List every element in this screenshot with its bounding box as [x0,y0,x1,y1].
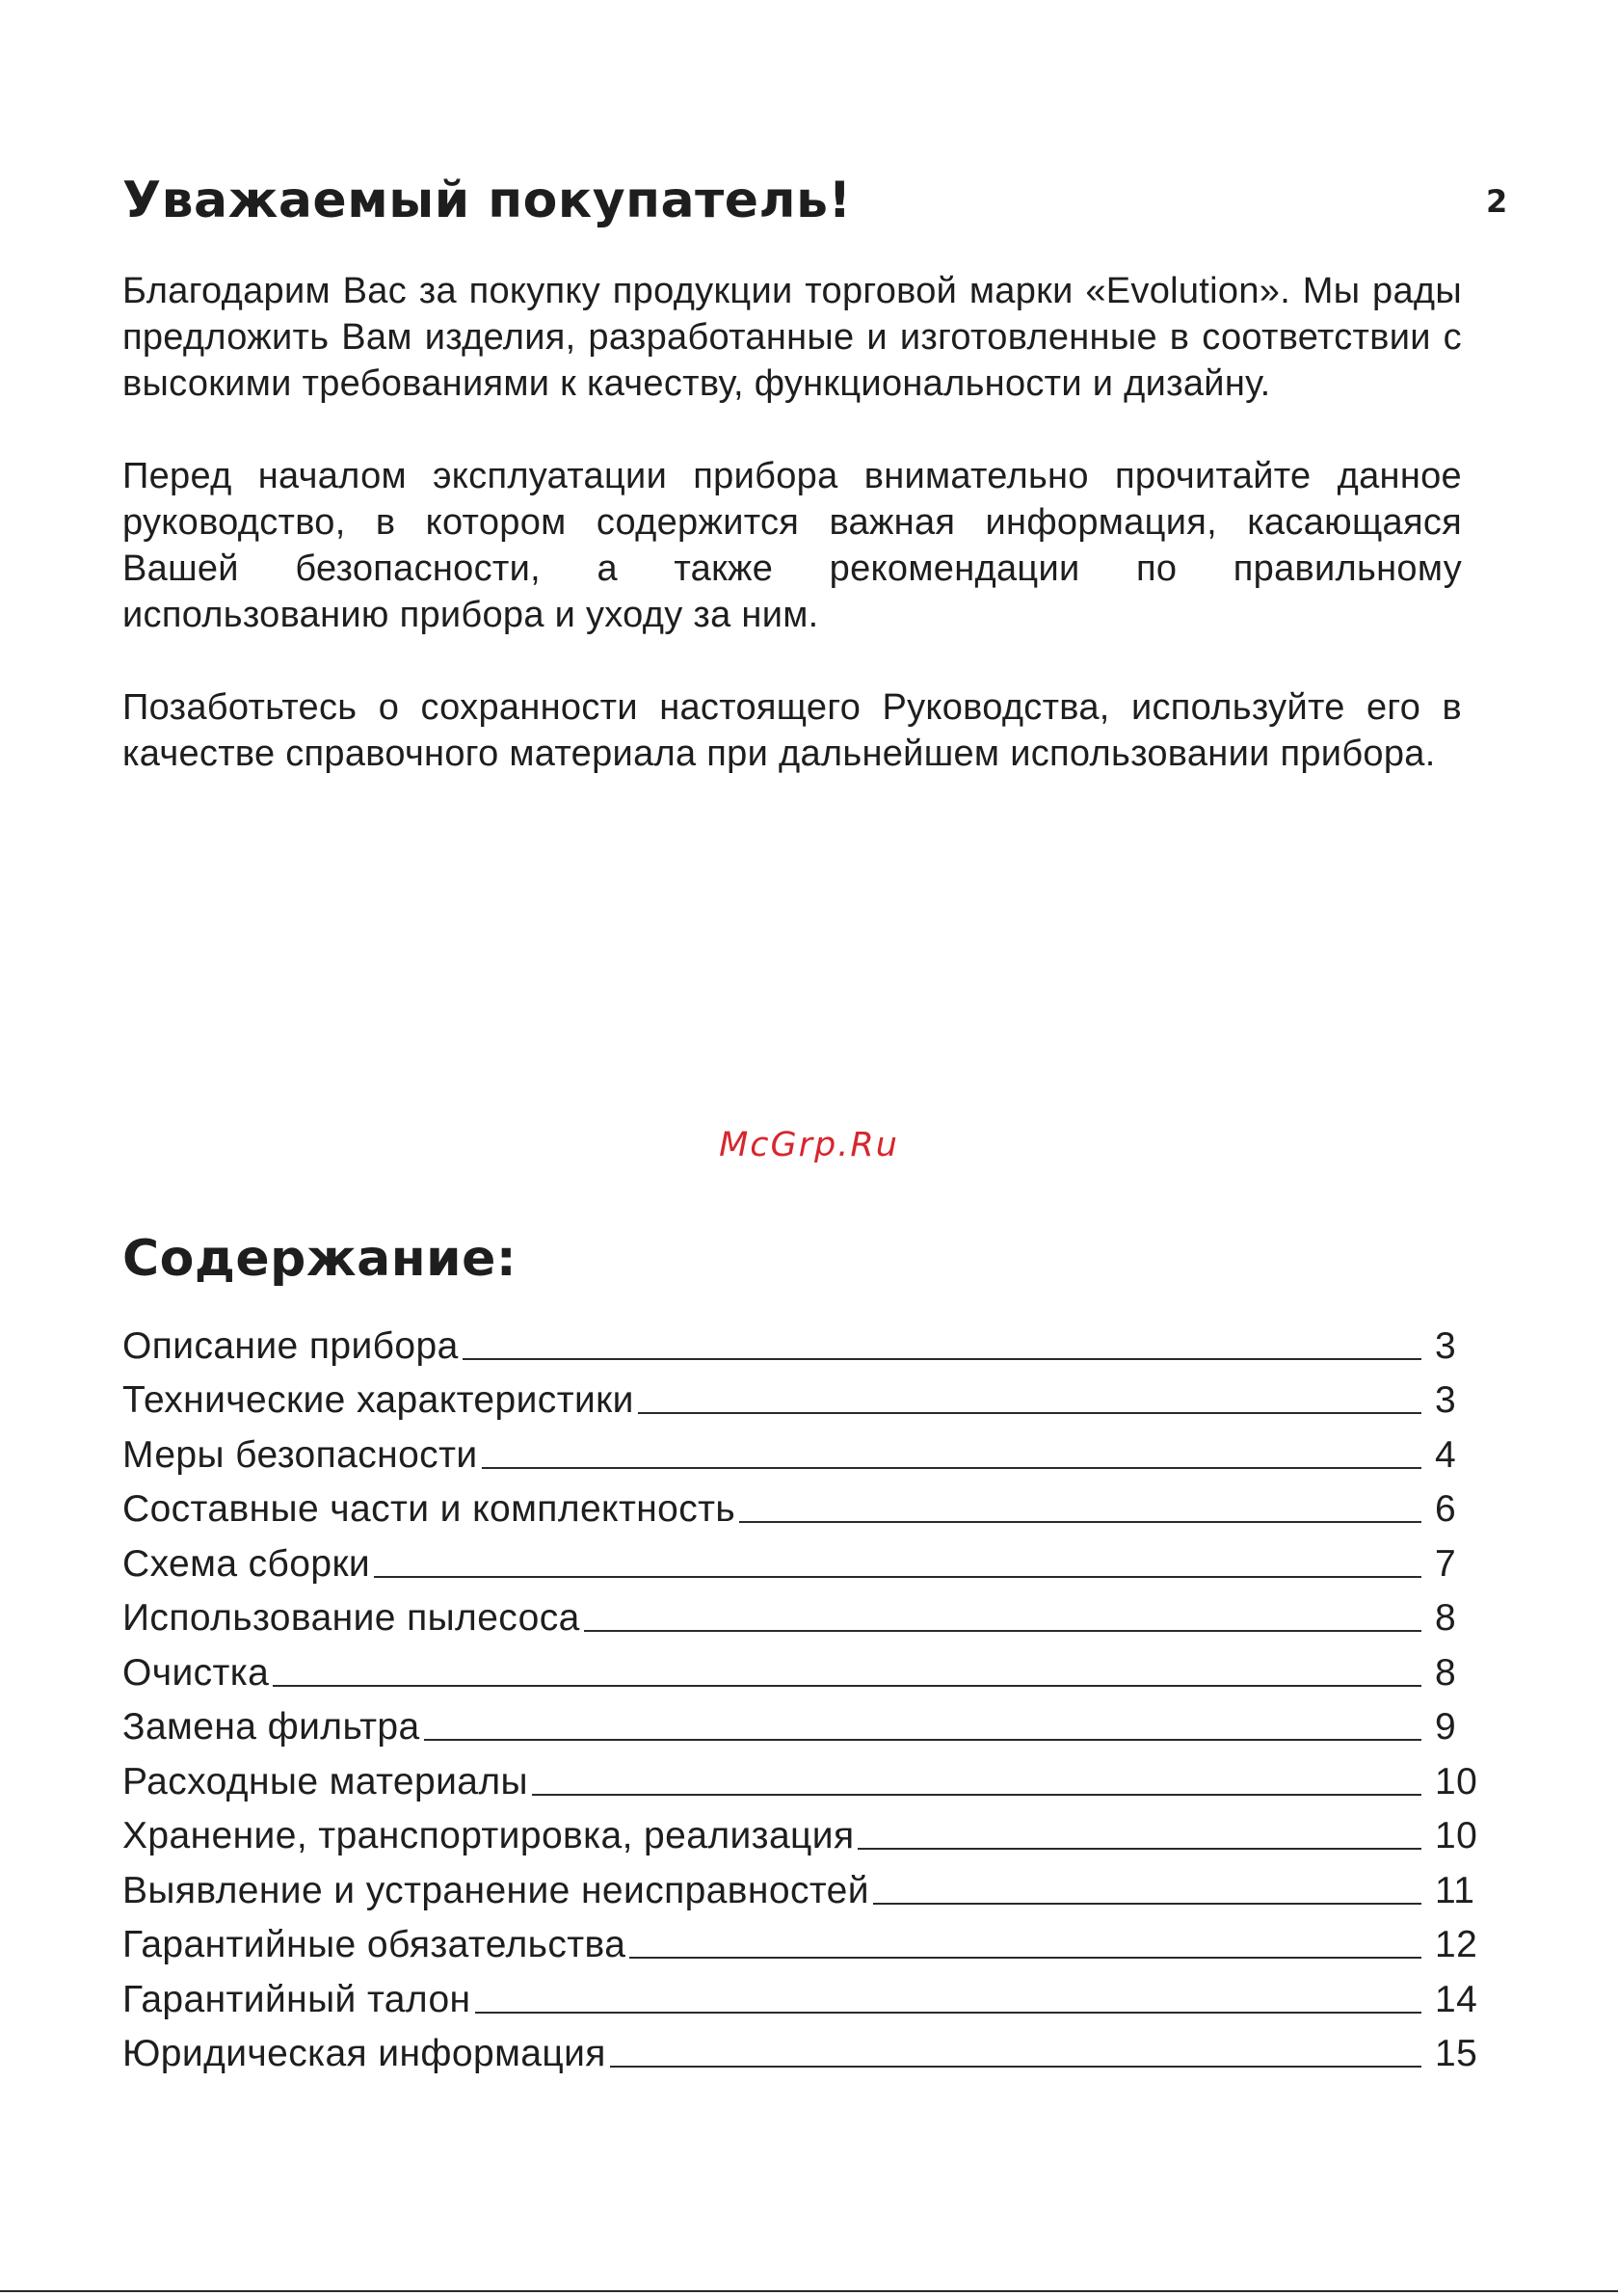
toc-item-label: Использование пылесоса [122,1597,580,1639]
toc-item-page: 6 [1435,1488,1457,1530]
page-number: 2 [1486,183,1508,220]
toc-item-label: Меры безопасности [122,1433,478,1476]
toc-leader-line [374,1575,1421,1578]
toc-leader-line [638,1411,1421,1414]
toc-item-page: 8 [1435,1597,1457,1639]
toc-item-page: 10 [1435,1815,1478,1856]
toc-item-page: 8 [1435,1651,1457,1694]
greeting-title: Уважаемый покупатель! [122,172,852,229]
toc-leader-line [424,1738,1421,1741]
toc-item-page: 12 [1435,1924,1478,1965]
toc-leader-line [858,1847,1421,1850]
table-of-contents [122,1313,1491,2075]
toc-leader-line [532,1793,1421,1796]
toc-item-label: Технические характеристики [122,1379,634,1421]
intro-text [122,268,1462,823]
toc-item [122,1912,1491,1967]
toc-item-page: 10 [1435,1760,1478,1802]
toc-item [122,1640,1491,1695]
toc-title: Содержание: [122,1230,517,1288]
toc-item-label: Гарантийные обязательства [122,1924,626,1965]
toc-item-page: 7 [1435,1542,1457,1585]
toc-item [122,1803,1491,1858]
toc-leader-line [739,1520,1421,1523]
toc-item-page: 14 [1435,1978,1478,2020]
toc-item-page: 4 [1435,1433,1457,1476]
toc-leader-line [584,1629,1421,1632]
toc-item [122,1368,1491,1423]
toc-item [122,1695,1491,1749]
intro-paragraph: Перед началом эксплуатации прибора внимательно прочитайте данное руководство, в котором содержится важная информация, касающаяся Вашей безопасности, а также рекомендации по правильному использованию прибора и уходу за ним. [122,456,1462,635]
toc-item [122,1966,1491,2021]
toc-item [122,1857,1491,1912]
toc-item-page: 3 [1435,1379,1457,1421]
toc-leader-line [463,1357,1421,1360]
toc-leader-line [475,2011,1422,2014]
toc-item-label: Очистка [122,1651,270,1694]
intro-paragraph: Благодарим Вас за покупку продукции торговой марки «Evolution». Мы рады предложить Вам изделия, разработанные и изготовленные в соответствии с высокими требованиями к качеству, функциональности и дизайну. [122,271,1462,404]
toc-item-label: Замена фильтра [122,1706,420,1748]
toc-item-label: Описание прибора [122,1324,459,1367]
toc-item-page: 9 [1435,1706,1457,1748]
toc-item-page: 3 [1435,1324,1457,1367]
toc-item [122,1313,1491,1368]
watermark-link[interactable]: McGrp.Ru [719,1126,899,1164]
intro-paragraph: Позаботьтесь о сохранности настоящего Руководства, используйте его в качестве справочного материала при дальнейшем использовании прибора. [122,687,1462,774]
toc-leader-line [629,1956,1421,1959]
toc-item-page: 11 [1435,1869,1475,1911]
toc-item [122,1422,1491,1477]
bottom-rule [0,2290,1618,2292]
toc-item-label: Расходные материалы [122,1760,528,1802]
toc-item-label: Составные части и комплектность [122,1488,736,1530]
toc-leader-line [273,1684,1421,1687]
toc-leader-line [482,1466,1421,1469]
toc-item-label: Гарантийный талон [122,1978,471,2020]
toc-leader-line [610,2065,1421,2068]
toc-item-label: Выявление и устранение неисправностей [122,1869,869,1911]
toc-item-label: Схема сборки [122,1542,371,1585]
toc-item-label: Хранение, транспортировка, реализация [122,1815,855,1856]
toc-item [122,2021,1491,2076]
toc-item [122,1749,1491,1803]
toc-leader-line [873,1902,1421,1905]
toc-item [122,1477,1491,1532]
toc-item [122,1586,1491,1641]
toc-item-label: Юридическая информация [122,2033,606,2074]
toc-item [122,1531,1491,1586]
toc-item-page: 15 [1435,2033,1478,2074]
